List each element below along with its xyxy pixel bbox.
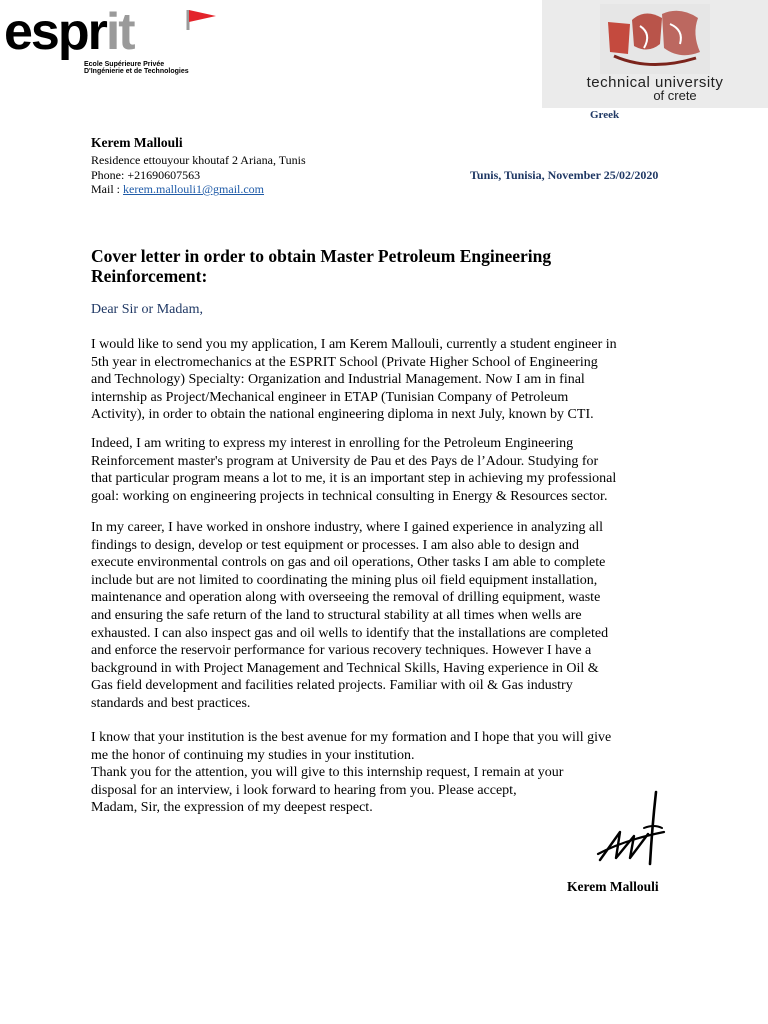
paragraph-line: Madam, Sir, the expression of my deepest respect. [91, 800, 373, 816]
tuc-logo-line-2: of crete [653, 88, 697, 103]
esprit-flag-icon [186, 8, 218, 30]
esprit-logo-word-accent: it [105, 3, 134, 61]
paragraph-line: disposal for an interview, i look forward to hearing from you. Please accept, [91, 782, 517, 798]
paragraph-line: me the honor of continuing my studies in your institution. [91, 747, 415, 763]
paragraph-line: and Technology) Specialty: Organization and Industrial Management. Now I am in final [91, 372, 585, 388]
paragraph-line: Activity), in order to obtain the national engineering diploma in next July, known by CTI. [91, 407, 594, 423]
signer-name: Kerem Mallouli [567, 879, 659, 894]
sender-name: Kerem Mallouli [91, 135, 183, 150]
paragraph-line: that particular program means a lot to me, it is an important step in achieving my professional [91, 471, 617, 487]
paragraph-line: and ensuring the safe return of the land to structural stability at all times when wells are [91, 607, 582, 623]
letter-subject: Cover letter in order to obtain Master Petroleum Engineering Reinforcement: [91, 246, 552, 286]
paragraph-line: findings to design, develop or test equipment or processes. I am also able to design and [91, 537, 579, 553]
paragraph-motivation [91, 435, 691, 505]
paragraph-introduction [91, 336, 691, 424]
paragraph-line: and enforce the reservoir performance for various recovery techniques. However I have a [91, 643, 592, 659]
paragraph-line: Indeed, I am writing to express my interest in enrolling for the Petroleum Engineering [91, 436, 574, 451]
place-date: Tunis, Tunisia, November 25/02/2020 [470, 168, 659, 182]
sender-mail [91, 182, 264, 197]
greek-label: Greek [590, 109, 620, 121]
esprit-logo-subtitle-2: D'Ingénierie et de Technologies [84, 68, 189, 75]
paragraph-line: In my career, I have worked in onshore industry, where I gained experience in analyzing all [91, 520, 604, 535]
paragraph-line: execute environmental controls on gas and oil operations, Other tasks I am able to complete [91, 555, 606, 571]
paragraph-line: I know that your institution is the best avenue for my formation and I hope that you will give [91, 730, 612, 745]
paragraph-line: exhausted. I can also inspect gas and oil wells to identify that the installations are completed [91, 625, 609, 641]
tuc-logo-line-1: technical university [586, 74, 724, 91]
paragraph-line: I would like to send you my application, I am Kerem Mallouli, currently a student engineer in [91, 337, 617, 352]
paragraph-line: Reinforcement master's program at University de Pau et des Pays de l’Adour. Studying for [91, 453, 599, 469]
paragraph-line: 5th year in electromechanics at the ESPRIT School (Private Higher School of Engineering [91, 354, 598, 370]
paragraph-line: include but are not limited to coordinating the mining plus oil field equipment installation, [91, 572, 598, 588]
paragraph-experience [91, 519, 691, 713]
sender-mail-label: Mail : [91, 182, 123, 196]
sender-address: Residence ettouyour khoutaf 2 Ariana, Tunis [91, 153, 306, 167]
sender-phone: Phone: +21690607563 [91, 168, 201, 182]
sender-mail-link[interactable]: kerem.mallouli1@gmail.com [123, 182, 265, 196]
tuc-logo [542, 0, 768, 108]
handwritten-signature [594, 788, 666, 868]
paragraph-line: maintenance and operation along with overseeing the removal of drilling equipment, waste [91, 590, 601, 606]
esprit-logo-subtitle-1: Ecole Supérieure Privée [84, 61, 165, 68]
esprit-logo-wordmark [4, 4, 134, 60]
salutation: Dear Sir or Madam, [91, 302, 203, 317]
paragraph-line: internship as Project/Mechanical engineer in ETAP (Tunisian Company of Petroleum [91, 389, 569, 405]
paragraph-line: background in with Project Management and Technical Skills, Having experience in Oil & [91, 660, 599, 676]
esprit-logo-word-main: espr [4, 3, 106, 61]
paragraph-line: goal: working on engineering projects in technical consulting in Energy & Resources sector. [91, 488, 608, 504]
tuc-emblem-icon [600, 4, 710, 74]
paragraph-line: standards and best practices. [91, 695, 251, 711]
paragraph-line: Gas field development and facilities related projects. Familiar with oil & Gas industry [91, 678, 573, 694]
esprit-logo [4, 4, 219, 76]
paragraph-line: Thank you for the attention, you will give to this internship request, I remain at your [91, 765, 564, 781]
